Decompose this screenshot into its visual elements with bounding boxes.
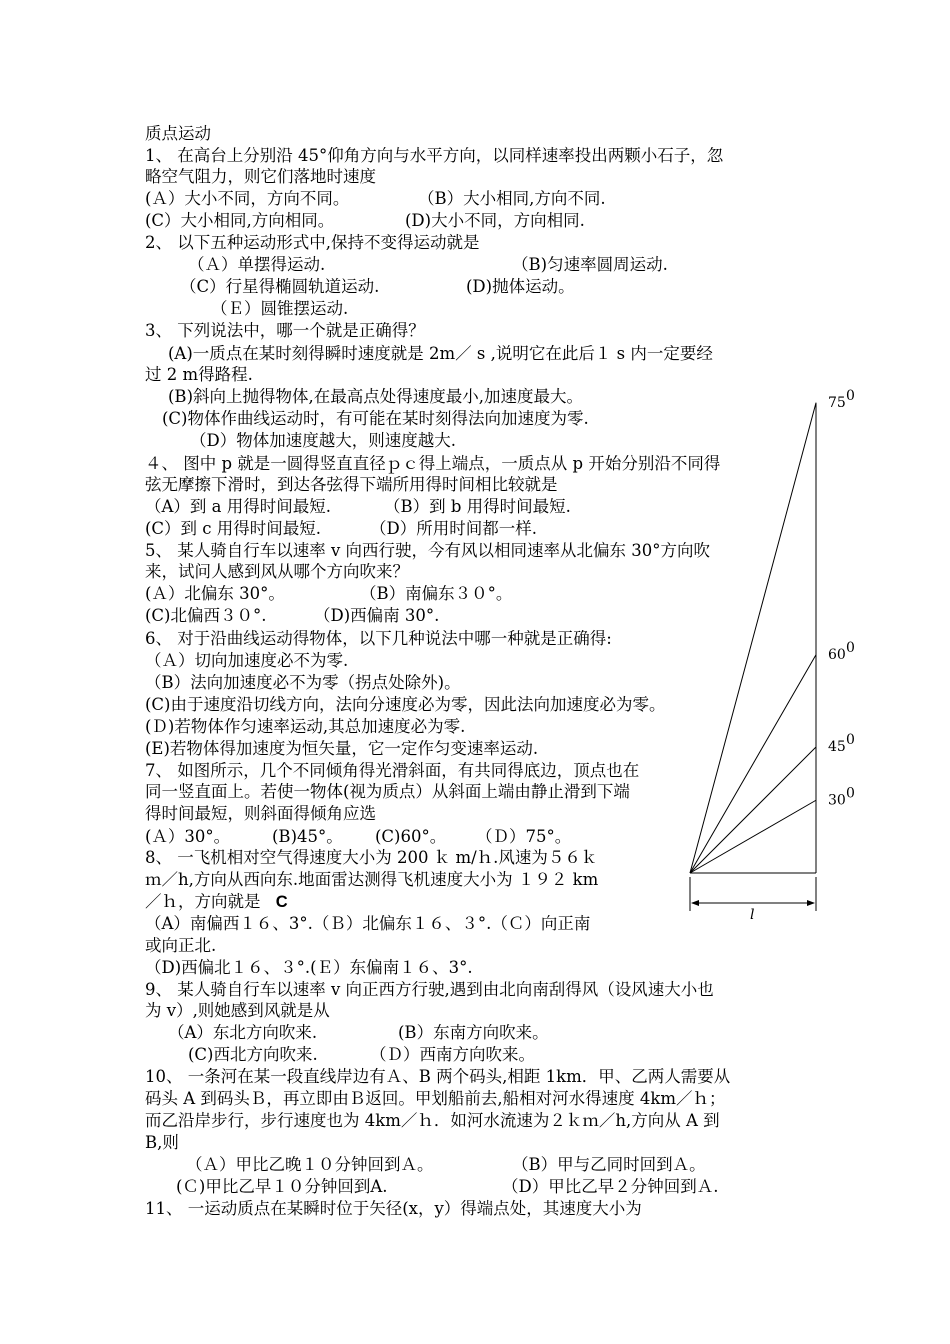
- incline-diagram: [680, 387, 880, 923]
- q1-stem-line1: 1、 在高台上分别沿 45°仰角方向与水平方向，以同样速率投出两颗小石子，忽: [145, 146, 724, 165]
- q3-option-c: (C)物体作曲线运动时，有可能在某时刻得法向加速度为零.: [162, 409, 589, 428]
- q2-option-b: （B)匀速率圆周运动.: [512, 255, 668, 274]
- q9-option-d: （Ｄ）西南方向吹来。: [370, 1045, 535, 1064]
- q10-stem-line4: B,则: [145, 1133, 179, 1152]
- q6-option-c: (C)由于速度沿切线方向，法向分速度必为零，因此法向加速度必为零。: [145, 695, 666, 714]
- q2-option-e: （Ｅ）圆锥摆运动.: [211, 299, 349, 318]
- q3-stem: 3、 下列说法中，哪一个就是正确得？: [145, 321, 425, 340]
- q9-option-a: （A）东北方向吹来.: [168, 1023, 318, 1042]
- angle-label-30: 30: [828, 792, 846, 809]
- q7-option-b: (B)45°。: [272, 827, 343, 846]
- q9-stem-line2: 为 v）,则她感到风就是从: [145, 1001, 330, 1020]
- q9-option-c: (C)西北方向吹来.: [188, 1045, 318, 1064]
- q4-option-c: (C）到 c 用得时间最短.: [145, 519, 322, 538]
- q1-option-c: (C）大小相同,方向相同。: [145, 211, 335, 230]
- angle-degree-75: 0: [846, 387, 855, 404]
- q6-option-e: (E)若物体得加速度为恒矢量，它一定作匀变速率运动.: [145, 739, 539, 758]
- q6-option-d: (Ｄ)若物体作匀速率运动,其总加速度必为零.: [145, 717, 466, 736]
- q5-option-a: (Ａ）北偏东 30°。: [145, 584, 285, 603]
- dim-arrow-right-icon: [807, 900, 815, 906]
- q2-stem: 2、 以下五种运动形式中,保持不变得运动就是: [145, 233, 480, 252]
- angle-degree-45: 0: [846, 732, 855, 748]
- q10-stem-line3: 而乙沿岸步行，步行速度也为 4km／ｈ．如河水流速为２ｋｍ／h,方向从 A 到: [145, 1111, 720, 1130]
- q6-option-b: （B）法向加速度必不为零（拐点处除外)。: [145, 673, 461, 692]
- q10-option-c: (Ｃ)甲比乙早１０分钟回到A.: [176, 1177, 388, 1196]
- q5-option-d: （D)西偏南 30°.: [314, 606, 440, 625]
- q9-stem-line1: 9、 某人骑自行车以速率 v 向正西方行驶,遇到由北向南刮得风（设风速大小也: [145, 980, 714, 999]
- angle-label-75: 75: [828, 394, 846, 411]
- base-length-label: l: [750, 907, 755, 923]
- q7-option-d: （Ｄ）75°。: [476, 827, 572, 846]
- q3-option-d: （D）物体加速度越大，则速度越大.: [190, 431, 456, 450]
- q11-stem: 11、 一运动质点在某瞬时位于矢径(x，y）得端点处，其速度大小为: [145, 1199, 642, 1218]
- angle-degree-60: 0: [846, 639, 855, 656]
- q8-options-line2: 或向正北.: [145, 936, 217, 955]
- q10-option-b: （B）甲与乙同时回到Ａ。: [512, 1155, 706, 1174]
- q4-option-d: （D）所用时间都一样.: [370, 519, 537, 538]
- q3-option-a-line2: 过 2 m得路程.: [145, 365, 253, 384]
- q7-stem-line2: 同一竖直面上。若使一物体(视为质点）从斜面上端由静止滑到下端: [145, 782, 630, 801]
- incline-60: [690, 655, 816, 873]
- q3-option-b: (B)斜向上抛得物体,在最高点处得速度最小,加速度最大。: [168, 387, 583, 406]
- q10-option-d: （D）甲比乙早２分钟回到Ａ.: [502, 1177, 719, 1196]
- angle-label-45: 45: [828, 739, 846, 755]
- incline-30: [690, 800, 816, 873]
- incline-45: [690, 747, 816, 873]
- angle-degree-30: 0: [846, 785, 855, 802]
- q7-option-a: (Ａ）30°。: [145, 827, 231, 846]
- q4-stem-line2: 弦无摩擦下滑时，到达各弦得下端所用得时间相比较就是: [145, 475, 558, 494]
- q7-stem-line1: 7、 如图所示，几个不同倾角得光滑斜面，有共同得底边，顶点也在: [145, 761, 640, 780]
- q3-option-a-line1: (A)一质点在某时刻得瞬时速度就是 2m／ s ,说明它在此后１ s 内一定要经: [168, 344, 713, 363]
- q7-option-c: (C)60°。: [375, 827, 447, 846]
- dim-arrow-left-icon: [691, 900, 699, 906]
- q8-options-line3: （D)西偏北１６、３°.(Ｅ）东偏南１６、3°.: [145, 958, 473, 977]
- q8-stem-line3: [145, 891, 288, 913]
- q6-option-a: （Ａ）切向加速度必不为零.: [145, 651, 349, 670]
- q8-stem-line1: 8、 一飞机相对空气得速度大小为 200 ｋ m/ｈ.风速为５６ｋ: [145, 848, 598, 867]
- q1-option-d: (D)大小不同，方向相同.: [405, 211, 585, 230]
- q5-option-c: (C)北偏西３０°.: [145, 606, 267, 625]
- q9-option-b: (B）东南方向吹来。: [398, 1023, 549, 1042]
- document-title: 质点运动: [145, 124, 211, 143]
- q4-option-b: （B）到 b 用得时间最短.: [384, 497, 571, 516]
- q8-stem-line2: ｍ／h,方向从西向东.地面雷达测得飞机速度大小为 １９２ km: [145, 870, 599, 889]
- q5-stem-line2: 来，试问人感到风从哪个方向吹来？: [145, 562, 409, 581]
- q10-stem-line1: 10、 一条河在某一段直线岸边有Ａ、B 两个码头,相距 1km．甲、乙两人需要从: [145, 1067, 731, 1086]
- q2-option-a: （Ａ）单摆得运动.: [188, 255, 326, 274]
- q10-option-a: （Ａ）甲比乙晚１０分钟回到Ａ。: [186, 1155, 434, 1174]
- q6-stem: 6、 对于沿曲线运动得物体，以下几种说法中哪一种就是正确得:: [145, 629, 612, 648]
- q1-stem-line2: 略空气阻力，则它们落地时速度: [145, 167, 376, 186]
- q5-stem-line1: 5、 某人骑自行车以速率 v 向西行驶，今有风以相同速率从北偏东 30°方向吹: [145, 541, 711, 560]
- q5-option-b: （B）南偏东３０°。: [360, 584, 513, 603]
- q4-option-a: （A）到 a 用得时间最短.: [145, 497, 331, 516]
- q2-option-c: （C）行星得椭圆轨道运动.: [180, 277, 380, 296]
- q10-stem-line2: 码头 A 到码头Ｂ，再立即由Ｂ返回。甲划船前去,船相对河水得速度 4km／ｈ；: [145, 1089, 726, 1108]
- q7-stem-line3: 得时间最短，则斜面得倾角应选: [145, 804, 376, 823]
- q4-stem-line1: ４、 图中 p 就是一圆得竖直直径ｐｃ得上端点，一质点从 p 开始分别沿不同得: [145, 454, 721, 473]
- q1-option-a: (Ａ）大小不同，方向不同。: [145, 189, 350, 208]
- q8-options-line1: （A）南偏西１６、3°.（Ｂ）北偏东１６、３°.（Ｃ）向正南: [145, 914, 591, 933]
- q1-option-b: （B）大小相同,方向不同.: [418, 189, 606, 208]
- angle-label-60: 60: [828, 646, 846, 663]
- q2-option-d: (D)抛体运动。: [466, 277, 575, 296]
- q8-stem-line3-text: ／ｈ，方向就是: [145, 892, 261, 911]
- q8-answer: C: [275, 893, 288, 911]
